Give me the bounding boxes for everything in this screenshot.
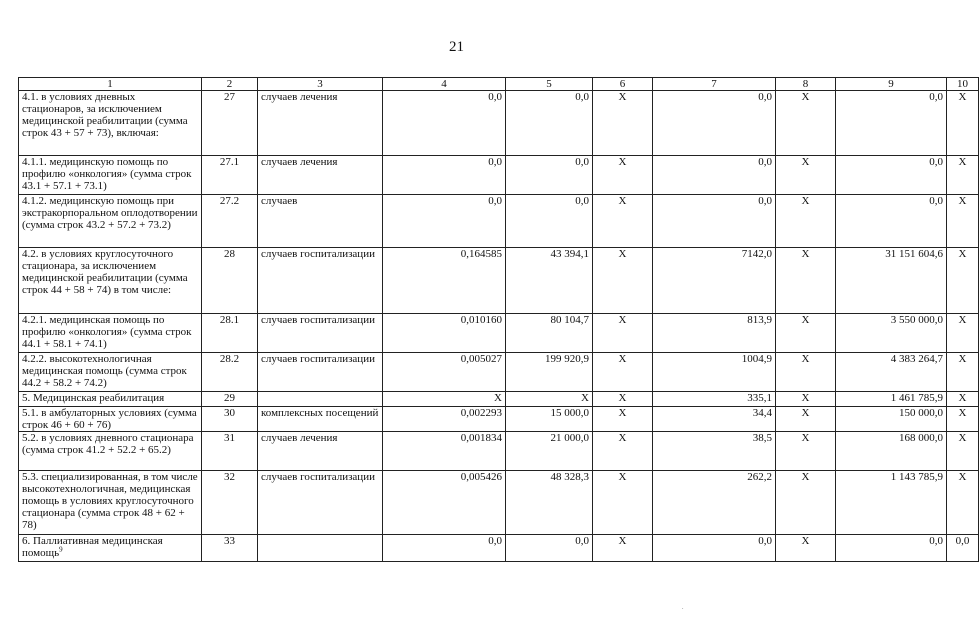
cell-text: комплексных посещений [261,407,379,419]
table-cell-col10 [947,407,979,432]
table-row [19,195,979,248]
table-cell-col6 [593,471,653,535]
table-cell-col9 [836,432,947,471]
table-cell-col2 [202,195,258,248]
table-cell-col1 [19,353,202,392]
cell-text: 31 151 604,6 [885,248,943,260]
cell-text: 43 394,1 [550,248,589,260]
cell-text: 27.1 [219,156,240,168]
cell-text: 0,002293 [460,407,502,419]
cell-text: 0,0 [488,535,502,547]
column-header: 2 [202,78,258,91]
table-cell-col2 [202,535,258,562]
cell-text: Х [958,314,967,326]
table-cell-col3 [258,195,383,248]
column-header: 10 [947,78,979,91]
table-cell-col9 [836,91,947,156]
cell-text: 0,001834 [460,432,502,444]
table-cell-col9 [836,353,947,392]
cell-text: Х [958,471,967,483]
cell-text: 0,0 [758,156,772,168]
table-cell-col5 [506,432,593,471]
cell-text: 4.1. в условиях дневных стационаров, за исключением медицинской реабилитации (сумма строк 43 + 57 + 73), включая: [22,91,188,139]
table-cell-col10 [947,314,979,353]
table-cell-col8 [776,407,836,432]
table-cell-col6 [593,535,653,562]
table-cell-col8 [776,314,836,353]
cell-text: 335,1 [747,392,772,404]
table-cell-col2 [202,314,258,353]
cell-text: 4.2.2. высокотехнологичная медицинская помощь (сумма строк 44.2 + 58.2 + 74.2) [22,353,187,389]
cell-text: случаев лечения [261,156,338,168]
table-cell-col5 [506,248,593,314]
cell-text: Х [618,314,627,326]
table-cell-col1 [19,407,202,432]
table-cell-col1 [19,156,202,195]
cell-text: 6. Паллиативная медицинская помощь [22,535,163,559]
cell-text: 4.1.1. медицинскую помощь по профилю «онкология» (сумма строк 43.1 + 57.1 + 73.1) [22,156,192,192]
cell-text: 1004,9 [741,353,772,365]
column-header: 1 [19,78,202,91]
table-cell-col10 [947,195,979,248]
cell-text: 813,9 [747,314,772,326]
cell-text: 21 000,0 [550,432,589,444]
table-row [19,432,979,471]
table-cell-col3 [258,392,383,407]
table-cell-col3 [258,353,383,392]
table-cell-col3 [258,535,383,562]
column-header: 9 [836,78,947,91]
cell-text: Х [618,535,627,547]
column-header: 3 [258,78,383,91]
cell-text: 0,0 [929,91,943,103]
table-cell-col5 [506,156,593,195]
table-cell-col6 [593,248,653,314]
cell-text: 48 328,3 [550,471,589,483]
table-cell-col1 [19,432,202,471]
table-row [19,314,979,353]
cell-text: случаев [261,195,298,207]
table-cell-col3 [258,314,383,353]
cell-text: Х [801,392,810,404]
table-cell-col7 [653,432,776,471]
page-number: 21 [449,39,464,55]
table-cell-col1 [19,471,202,535]
cell-text: 0,005027 [460,353,502,365]
table-row [19,248,979,314]
table-cell-col2 [202,392,258,407]
cell-text: 5.1. в амбулаторных условиях (сумма строк 46 + 60 + 76) [22,407,197,431]
cell-text: Х [958,353,967,365]
table-cell-col5 [506,353,593,392]
cell-text: 4.2. в условиях круглосуточного стационара, за исключением медицинской реабилитации (сумма строк 44 + 58 + 74) в том числе: [22,248,188,296]
cell-text: Х [958,248,967,260]
cell-text: 0,0 [575,535,589,547]
cell-text: 262,2 [747,471,772,483]
table-row [19,353,979,392]
table-cell-col7 [653,407,776,432]
table-cell-col4 [383,535,506,562]
table-cell-col6 [593,432,653,471]
column-header: 7 [653,78,776,91]
cell-text: 0,0 [488,195,502,207]
table-cell-col7 [653,91,776,156]
cell-text: 38,5 [752,432,772,444]
cell-text: Х [494,392,502,404]
table-cell-col10 [947,156,979,195]
cell-text: 5.2. в условиях дневного стационара (сумма строк 41.2 + 52.2 + 65.2) [22,432,194,456]
table-cell-col6 [593,353,653,392]
column-header: 8 [776,78,836,91]
cell-text: 31 [224,432,235,444]
table-cell-col7 [653,195,776,248]
cell-text: 4.1.2. медицинскую помощь при экстракорпоральном оплодотворении (сумма строк 43.2 + 57.2 + 73.2) [22,195,198,231]
cell-text: Х [618,432,627,444]
cell-text: 29 [224,392,235,404]
table-cell-col5 [506,392,593,407]
table-cell-col1 [19,248,202,314]
cell-text: Х [618,91,627,103]
cell-text: 0,0 [488,91,502,103]
cell-text: Х [618,407,627,419]
table-cell-col2 [202,471,258,535]
table-cell-col6 [593,156,653,195]
cell-text: Х [958,156,967,168]
cell-text: 0,164585 [460,248,502,260]
table-cell-col4 [383,471,506,535]
table-row [19,535,979,562]
cell-text: 0,0 [955,535,970,547]
footnote-marker: 9 [59,545,63,554]
cell-text: 0,0 [758,91,772,103]
cell-text: Х [801,407,810,419]
table-cell-col8 [776,248,836,314]
table-cell-col5 [506,407,593,432]
cell-text: 15 000,0 [550,407,589,419]
cell-text: 7142,0 [741,248,772,260]
table-cell-col5 [506,314,593,353]
table-cell-col4 [383,392,506,407]
cell-text: 0,005426 [460,471,502,483]
table-cell-col7 [653,471,776,535]
table-cell-col4 [383,432,506,471]
cell-text: 5.3. специализированная, в том числе высокотехнологичная, медицинская помощь в условиях круглосуточного стационара (сумма строк 48 + 62 + 78) [22,471,198,531]
table-cell-col2 [202,353,258,392]
table-cell-col1 [19,535,202,562]
table-cell-col10 [947,535,979,562]
cell-text: 0,0 [575,91,589,103]
cell-text: 150 000,0 [899,407,943,419]
cell-text: случаев госпитализации [261,353,375,365]
cell-text: 30 [224,407,235,419]
table-cell-col10 [947,353,979,392]
table-cell-col4 [383,353,506,392]
table-cell-col9 [836,392,947,407]
table-cell-col7 [653,392,776,407]
cell-text: 27 [224,91,235,103]
table-cell-col1 [19,392,202,407]
cell-text: случаев госпитализации [261,248,375,260]
table-cell-col8 [776,432,836,471]
table-cell-col3 [258,407,383,432]
scan-speck: . [682,605,684,611]
cell-text: Х [618,248,627,260]
cell-text: случаев лечения [261,432,338,444]
cell-text: Х [801,535,810,547]
table-cell-col4 [383,195,506,248]
cell-text: Х [618,392,627,404]
table-cell-col7 [653,314,776,353]
cell-text: случаев госпитализации [261,471,375,483]
cell-text: 28.2 [219,353,240,365]
cell-text: 27.2 [219,195,240,207]
cell-text: Х [801,91,810,103]
table-cell-col10 [947,392,979,407]
cell-text: Х [958,195,967,207]
table-row [19,407,979,432]
table-cell-col9 [836,407,947,432]
table-cell-col3 [258,248,383,314]
table-cell-col10 [947,432,979,471]
cell-text: 28.1 [219,314,240,326]
cell-text: Х [618,353,627,365]
table-cell-col4 [383,314,506,353]
table-cell-col2 [202,248,258,314]
table-cell-col8 [776,91,836,156]
table-cell-col7 [653,248,776,314]
table-cell-col4 [383,248,506,314]
cell-text: Х [958,432,967,444]
cell-text: 4 383 264,7 [890,353,943,365]
cell-text: 0,0 [575,195,589,207]
table-cell-col5 [506,535,593,562]
table-row [19,392,979,407]
cell-text: 0,0 [575,156,589,168]
cell-text: 33 [224,535,235,547]
table-row [19,91,979,156]
table-cell-col3 [258,156,383,195]
cell-text: 0,0 [929,535,943,547]
table-cell-col2 [202,91,258,156]
cell-text: Х [581,392,589,404]
table-cell-col6 [593,392,653,407]
table-cell-col8 [776,471,836,535]
column-header: 6 [593,78,653,91]
table-cell-col3 [258,432,383,471]
table-cell-col3 [258,91,383,156]
column-header: 4 [383,78,506,91]
cell-text: Х [618,156,627,168]
table-cell-col8 [776,156,836,195]
table-cell-col8 [776,535,836,562]
table-cell-col5 [506,91,593,156]
table-cell-col10 [947,91,979,156]
table-cell-col7 [653,535,776,562]
table-cell-col10 [947,248,979,314]
cell-text: Х [801,156,810,168]
table-cell-col2 [202,432,258,471]
cell-text: Х [618,471,627,483]
cell-text: 28 [224,248,235,260]
table-header-row [19,78,979,91]
cell-text: Х [801,248,810,260]
cell-text: Х [618,195,627,207]
cell-text: Х [801,314,810,326]
table-cell-col3 [258,471,383,535]
cell-text: Х [958,407,967,419]
table-cell-col6 [593,314,653,353]
table-cell-col9 [836,156,947,195]
table-cell-col1 [19,195,202,248]
table-cell-col8 [776,392,836,407]
cell-text: Х [801,471,810,483]
data-table [18,77,979,562]
cell-text: 4.2.1. медицинская помощь по профилю «онкология» (сумма строк 44.1 + 58.1 + 74.1) [22,314,192,350]
table-cell-col4 [383,156,506,195]
table-row [19,471,979,535]
table-cell-col9 [836,195,947,248]
table-cell-col1 [19,91,202,156]
table-cell-col1 [19,314,202,353]
cell-text: Х [801,432,810,444]
table-cell-col2 [202,156,258,195]
cell-text: случаев лечения [261,91,338,103]
table-cell-col9 [836,314,947,353]
cell-text: Х [958,91,967,103]
cell-text: 1 461 785,9 [890,392,943,404]
table-cell-col7 [653,156,776,195]
cell-text: Х [801,195,810,207]
cell-text: 0,0 [758,535,772,547]
cell-text: 0,0 [929,195,943,207]
cell-text: 0,0 [929,156,943,168]
table-cell-col5 [506,471,593,535]
cell-text: 3 550 000,0 [890,314,943,326]
table-cell-col8 [776,195,836,248]
table-cell-col4 [383,91,506,156]
table-cell-col7 [653,353,776,392]
table-cell-col6 [593,91,653,156]
table-cell-col8 [776,353,836,392]
cell-text: 199 920,9 [545,353,589,365]
cell-text: 1 143 785,9 [890,471,943,483]
cell-text: 32 [224,471,235,483]
table-cell-col5 [506,195,593,248]
table-row [19,156,979,195]
cell-text: 34,4 [752,407,772,419]
cell-text: 0,0 [488,156,502,168]
cell-text: 80 104,7 [550,314,589,326]
table-cell-col9 [836,248,947,314]
table-cell-col10 [947,471,979,535]
cell-text: Х [801,353,810,365]
table-cell-col9 [836,471,947,535]
table-cell-col4 [383,407,506,432]
table-cell-col2 [202,407,258,432]
cell-text: 0,0 [758,195,772,207]
cell-text: 0,010160 [460,314,502,326]
column-header: 5 [506,78,593,91]
table-cell-col6 [593,195,653,248]
table-cell-col6 [593,407,653,432]
cell-text: 168 000,0 [899,432,943,444]
cell-text: случаев госпитализации [261,314,375,326]
table-cell-col9 [836,535,947,562]
cell-text: 5. Медицинская реабилитация [22,392,165,404]
cell-text: Х [958,392,967,404]
